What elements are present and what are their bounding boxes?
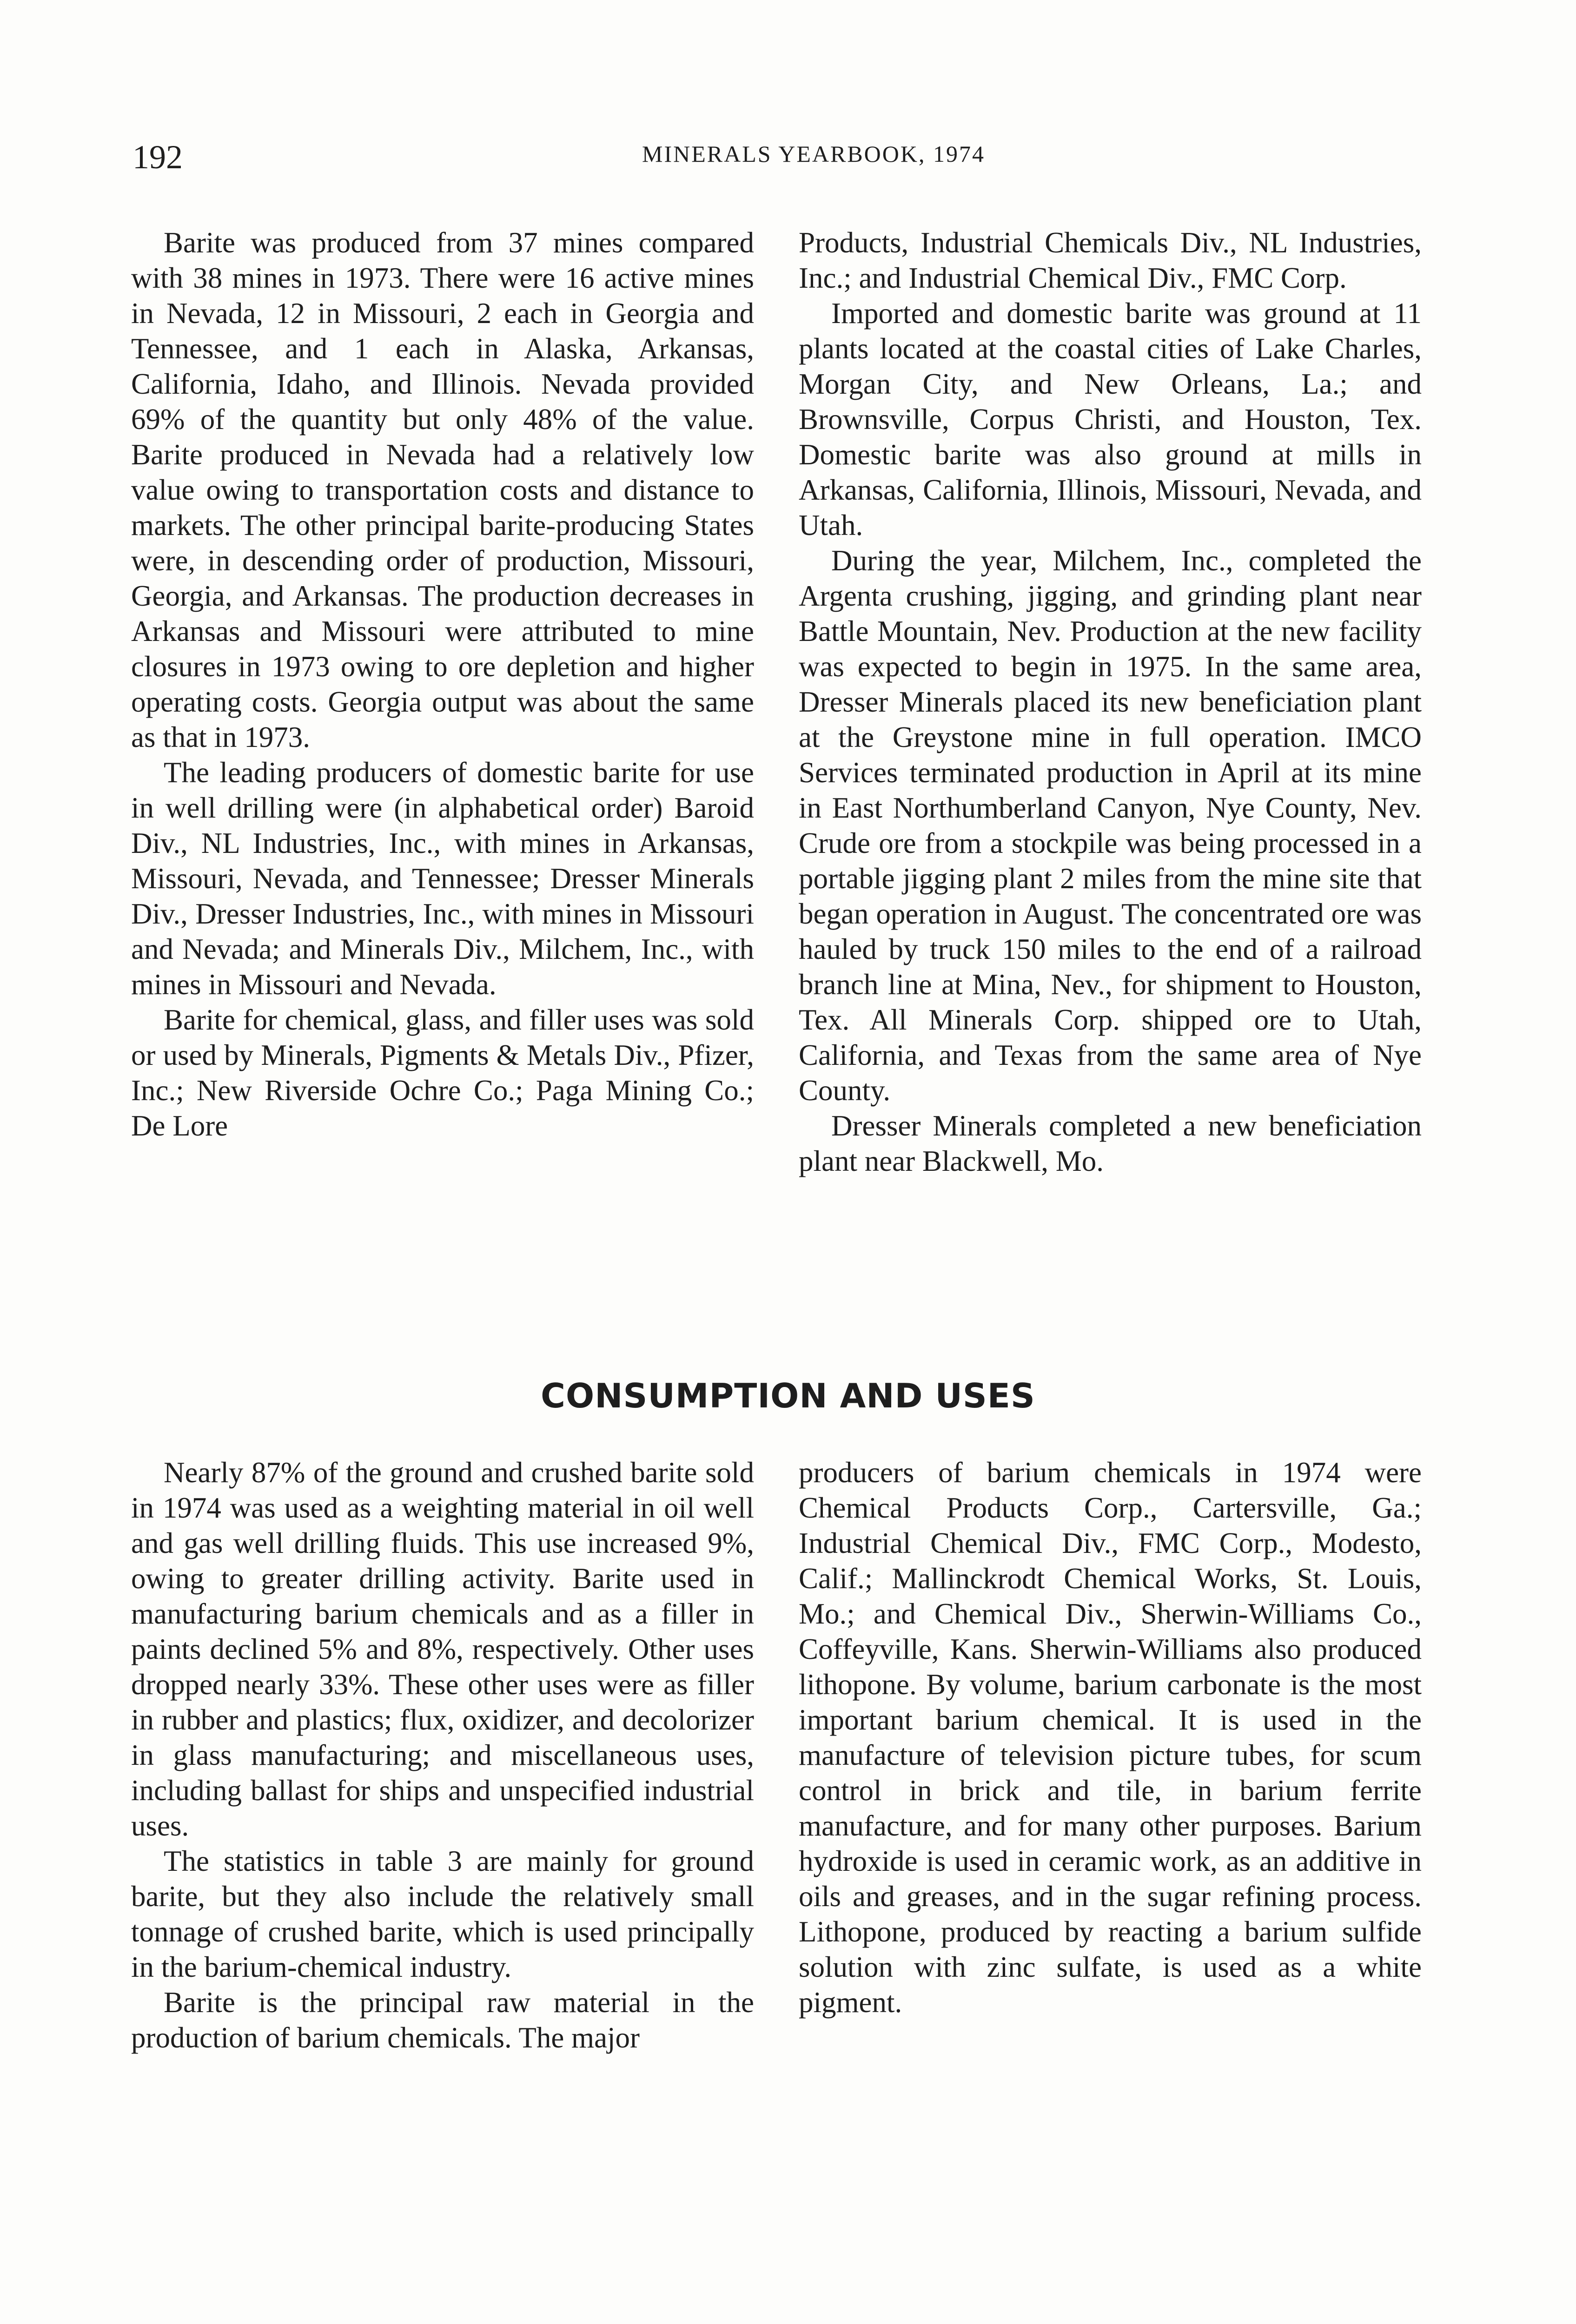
bottom-right-column [799, 1455, 1422, 2020]
paragraph: Products, Industrial Chemicals Div., NL Industries, Inc.; and Industrial Chemical Div., FMC Corp. [799, 226, 1422, 294]
paragraph: Imported and domestic barite was ground at 11 plants located at the coastal cities of Lake Charles, Morgan City, and New Orleans, La.; and Brownsville, Corpus Christi, and Houston, Tex. Domestic barite was also ground at mills in Arkansas, California, Illinois, Missouri, Nevada, and Utah. [799, 297, 1422, 541]
paragraph: Dresser Minerals completed a new beneficiation plant near Blackwell, Mo. [799, 1109, 1422, 1177]
paragraph: producers of barium chemicals in 1974 were Chemical Products Corp., Cartersville, Ga.; Industrial Chemical Div., FMC Corp., Modesto, Calif.; Mallinckrodt Chemical Works, St. Louis, Mo.; and Chemical Div., Sherwin-Williams Co., Coffeyville, Kans. Sherwin-Williams also produced lithopone. By volume, barium carbonate is the most important barium chemical. It is used in the manufacture of television picture tubes, for scum control in brick and tile, in barium ferrite manufacture, and for many other purposes. Barium hydroxide is used in ceramic work, as an additive in oils and greases, and in the sugar refining process. Lithopone, produced by reacting a barium sulfide solution with zinc sulfate, is used as a white pigment. [799, 1456, 1422, 2019]
paragraph: The statistics in table 3 are mainly for ground barite, but they also include the relatively small tonnage of crushed barite, which is used principally in the barium-chemical industry. [131, 1845, 754, 1983]
paragraph: Barite for chemical, glass, and filler uses was sold or used by Minerals, Pigments & Metals Div., Pfizer, Inc.; New Riverside Ochre Co.; Paga Mining Co.; De Lore [131, 1004, 754, 1142]
paragraph: Barite was produced from 37 mines compared with 38 mines in 1973. There were 16 active mines in Nevada, 12 in Missouri, 2 each in Georgia and Tennessee, and 1 each in Alaska, Arkansas, California, Idaho, and Illinois. Nevada provided 69% of the quantity but only 48% of the value. Barite produced in Nevada had a relatively low value owing to transportation costs and distance to markets. The other principal barite-producing States were, in descending order of production, Missouri, Georgia, and Arkansas. The production decreases in Arkansas and Missouri were attributed to mine closures in 1973 owing to ore depletion and higher operating costs. Georgia output was about the same as that in 1973. [131, 226, 754, 753]
page-number: 192 [132, 139, 183, 176]
top-right-column [799, 225, 1422, 1179]
bottom-left-column [131, 1455, 754, 2055]
section-heading: CONSUMPTION AND USES [541, 1376, 1035, 1415]
running-title: MINERALS YEARBOOK, 1974 [642, 141, 985, 167]
paragraph: During the year, Milchem, Inc., completed the Argenta crushing, jigging, and grinding plant near Battle Mountain, Nev. Production at the new facility was expected to begin in 1975. In the same area, Dresser Minerals placed its new beneficiation plant at the Greystone mine in full operation. IMCO Services terminated production in April at its mine in East Northumberland Canyon, Nye County, Nev. Crude ore from a stockpile was being processed in a portable jigging plant 2 miles from the mine site that began operation in August. The concentrated ore was hauled by truck 150 miles to the end of a railroad branch line at Mina, Nev., for shipment to Houston, Tex. All Minerals Corp. shipped ore to Utah, California, and Texas from the same area of Nye County. [799, 544, 1422, 1107]
paragraph: Barite is the principal raw material in the production of barium chemicals. The major [131, 1986, 754, 2054]
top-left-column [131, 225, 754, 1143]
paragraph: Nearly 87% of the ground and crushed barite sold in 1974 was used as a weighting material in oil well and gas well drilling fluids. This use increased 9%, owing to greater drilling activity. Barite used in manufacturing barium chemicals and as a filler in paints declined 5% and 8%, respectively. Other uses dropped nearly 33%. These other uses were as filler in rubber and plastics; flux, oxidizer, and decolorizer in glass manufacturing; and miscellaneous uses, including ballast for ships and unspecified industrial uses. [131, 1456, 754, 1842]
paragraph: The leading producers of domestic barite for use in well drilling were (in alphabetical order) Baroid Div., NL Industries, Inc., with mines in Arkansas, Missouri, Nevada, and Tennessee; Dresser Minerals Div., Dresser Industries, Inc., with mines in Missouri and Nevada; and Minerals Div., Milchem, Inc., with mines in Missouri and Nevada. [131, 756, 754, 1001]
